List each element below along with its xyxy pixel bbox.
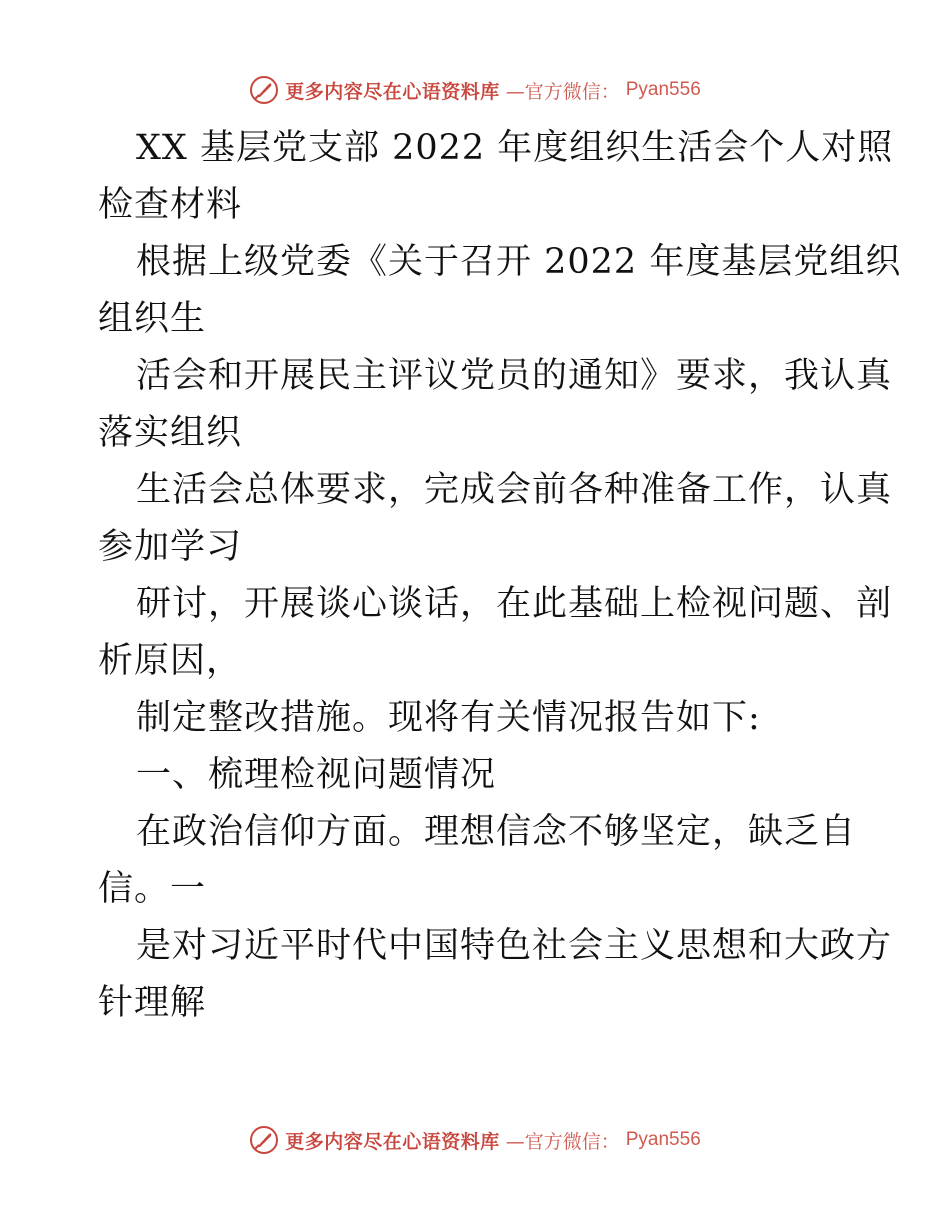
text-line: 是对习近平时代中国特色社会主义思想和大政方 <box>136 926 893 966</box>
watermark-footer <box>0 1120 950 1160</box>
section-heading: 一、梳理检视问题情况 <box>136 755 497 795</box>
watermark-main-text: 更多内容尽在心语资料库 <box>285 1130 500 1153</box>
text-line: 组织生 <box>98 299 207 339</box>
text-line: 在政治信仰方面。理想信念不够坚定，缺乏自 <box>136 812 857 852</box>
watermark-sub-text: —官方微信： <box>505 1130 620 1153</box>
text-line: 生活会总体要求，完成会前各种准备工作，认真 <box>136 470 893 510</box>
text-line: XX 基层党支部 2022 年度组织生活会个人对照 <box>136 128 894 168</box>
watermark-wechat-id: Pyan556 <box>625 1129 701 1150</box>
watermark-wechat-id: Pyan556 <box>625 79 701 100</box>
text-line: 活会和开展民主评议党员的通知》要求，我认真 <box>136 356 893 396</box>
quill-logo-icon <box>249 75 279 105</box>
watermark-main-text: 更多内容尽在心语资料库 <box>285 80 500 103</box>
text-line: 析原因， <box>98 641 243 681</box>
quill-logo-icon <box>249 1125 279 1155</box>
text-line: 参加学习 <box>98 527 243 567</box>
watermark-header <box>0 70 950 110</box>
text-line: 检查材料 <box>98 185 243 225</box>
text-line: 信。一 <box>98 869 207 909</box>
text-line: 研讨，开展谈心谈话，在此基础上检视问题、剖 <box>136 584 893 624</box>
document-body <box>98 120 902 1032</box>
text-line: 针理解 <box>98 983 207 1023</box>
text-line: 根据上级党委《关于召开 2022 年度基层党组织 <box>136 242 902 282</box>
text-line: 制定整改措施。现将有关情况报告如下: <box>136 698 761 738</box>
text-line: 落实组织 <box>98 413 243 453</box>
watermark-sub-text: —官方微信： <box>505 80 620 103</box>
